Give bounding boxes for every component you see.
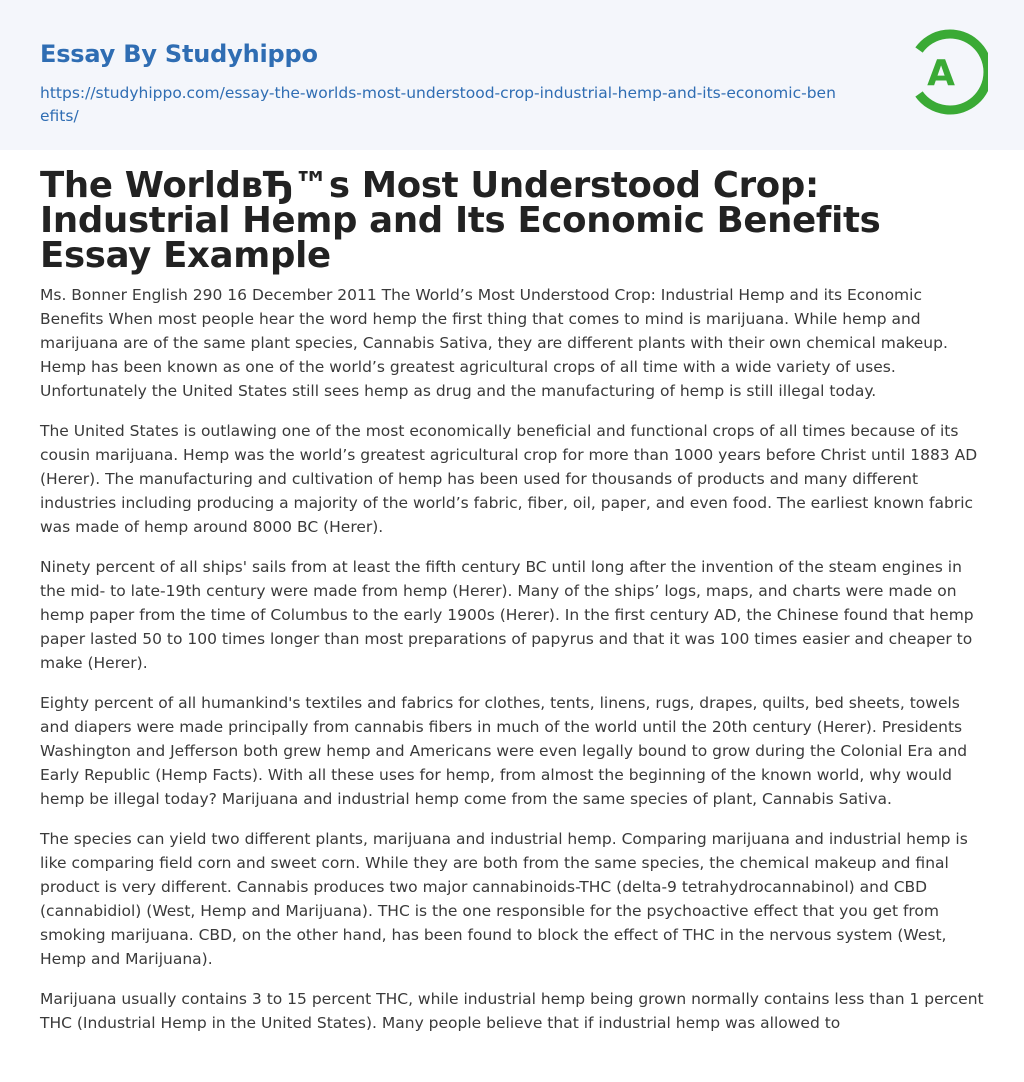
source-url-link[interactable]: https://studyhippo.com/essay-the-worlds-most-understood-crop-industrial-hemp-and-its-economic-benefits/: [40, 84, 836, 125]
studyhippo-logo-icon[interactable]: [908, 28, 988, 116]
article-paragraph: Marijuana usually contains 3 to 15 percent THC, while industrial hemp being grown normally contains less than 1 percent THC (Industrial Hemp in the United States). Many people believe that if industrial hemp was allowed to: [40, 990, 984, 1032]
site-header: [0, 0, 1024, 150]
article-paragraph: Eighty percent of all humankind's textiles and fabrics for clothes, tents, linens, rugs, drapes, quilts, bed sheets, towels and diapers were made principally from cannabis fibers in much of the world until the 20th century (Herer). Presidents Washington and Jefferson both grew hemp and Americans were even legally bound to grow during the Colonial Era and Early Republic (Hemp Facts). With all these uses for hemp, from almost the beginning of the known world, why would hemp be illegal today? Marijuana and industrial hemp come from the same species of plant, Cannabis Sativa.: [40, 694, 968, 808]
article-paragraph: Ninety percent of all ships' sails from at least the fifth century BC until long after the invention of the steam engines in the mid- to late-19th century were made from hemp (Herer). Many of the ships’ logs, maps, and charts were made on hemp paper from the time of Columbus to the early 1900s (Herer). In the first century AD, the Chinese found that hemp paper lasted 50 to 100 times longer than most preparations of papyrus and that it was 100 times easier and cheaper to make (Herer).: [40, 558, 974, 672]
site-brand[interactable]: Essay By Studyhippo: [40, 40, 318, 68]
article-paragraph: The species can yield two different plants, marijuana and industrial hemp. Comparing marijuana and industrial hemp is like comparing field corn and sweet corn. While they are both from the same species, the chemical makeup and final product is very different. Cannabis produces two major cannabinoids-THC (delta-9 tetrahydrocannabinol) and CBD (cannabidiol) (West, Hemp and Marijuana). THC is the one responsible for the psychoactive effect that you get from smoking marijuana. CBD, on the other hand, has been found to block the effect of THC in the nervous system (West, Hemp and Marijuana).: [40, 830, 968, 968]
article: [40, 165, 986, 1051]
article-title: The WorldвЂ™s Most Understood Crop: Industrial Hemp and Its Economic Benefits Essay Example: [40, 165, 881, 276]
logo-letter: A: [927, 53, 955, 94]
article-paragraph: Ms. Bonner English 290 16 December 2011 The World’s Most Understood Crop: Industrial Hemp and its Economic Benefits When most people hear the word hemp the first thing that comes to mind is marijuana. While hemp and marijuana are of the same plant species, Cannabis Sativa, they are different plants with their own chemical makeup. Hemp has been known as one of the world’s greatest agricultural crops of all time with a wide variety of uses. Unfortunately the United States still sees hemp as drug and the manufacturing of hemp is still illegal today.: [40, 286, 948, 400]
article-paragraph: The United States is outlawing one of the most economically beneficial and functional crops of all times because of its cousin marijuana. Hemp was the world’s greatest agricultural crop for more than 1000 years before Christ until 1883 AD (Herer). The manufacturing and cultivation of hemp has been used for thousands of products and many different industries including producing a majority of the world’s fabric, fiber, oil, paper, and even food. The earliest known fabric was made of hemp around 8000 BC (Herer).: [40, 422, 978, 536]
